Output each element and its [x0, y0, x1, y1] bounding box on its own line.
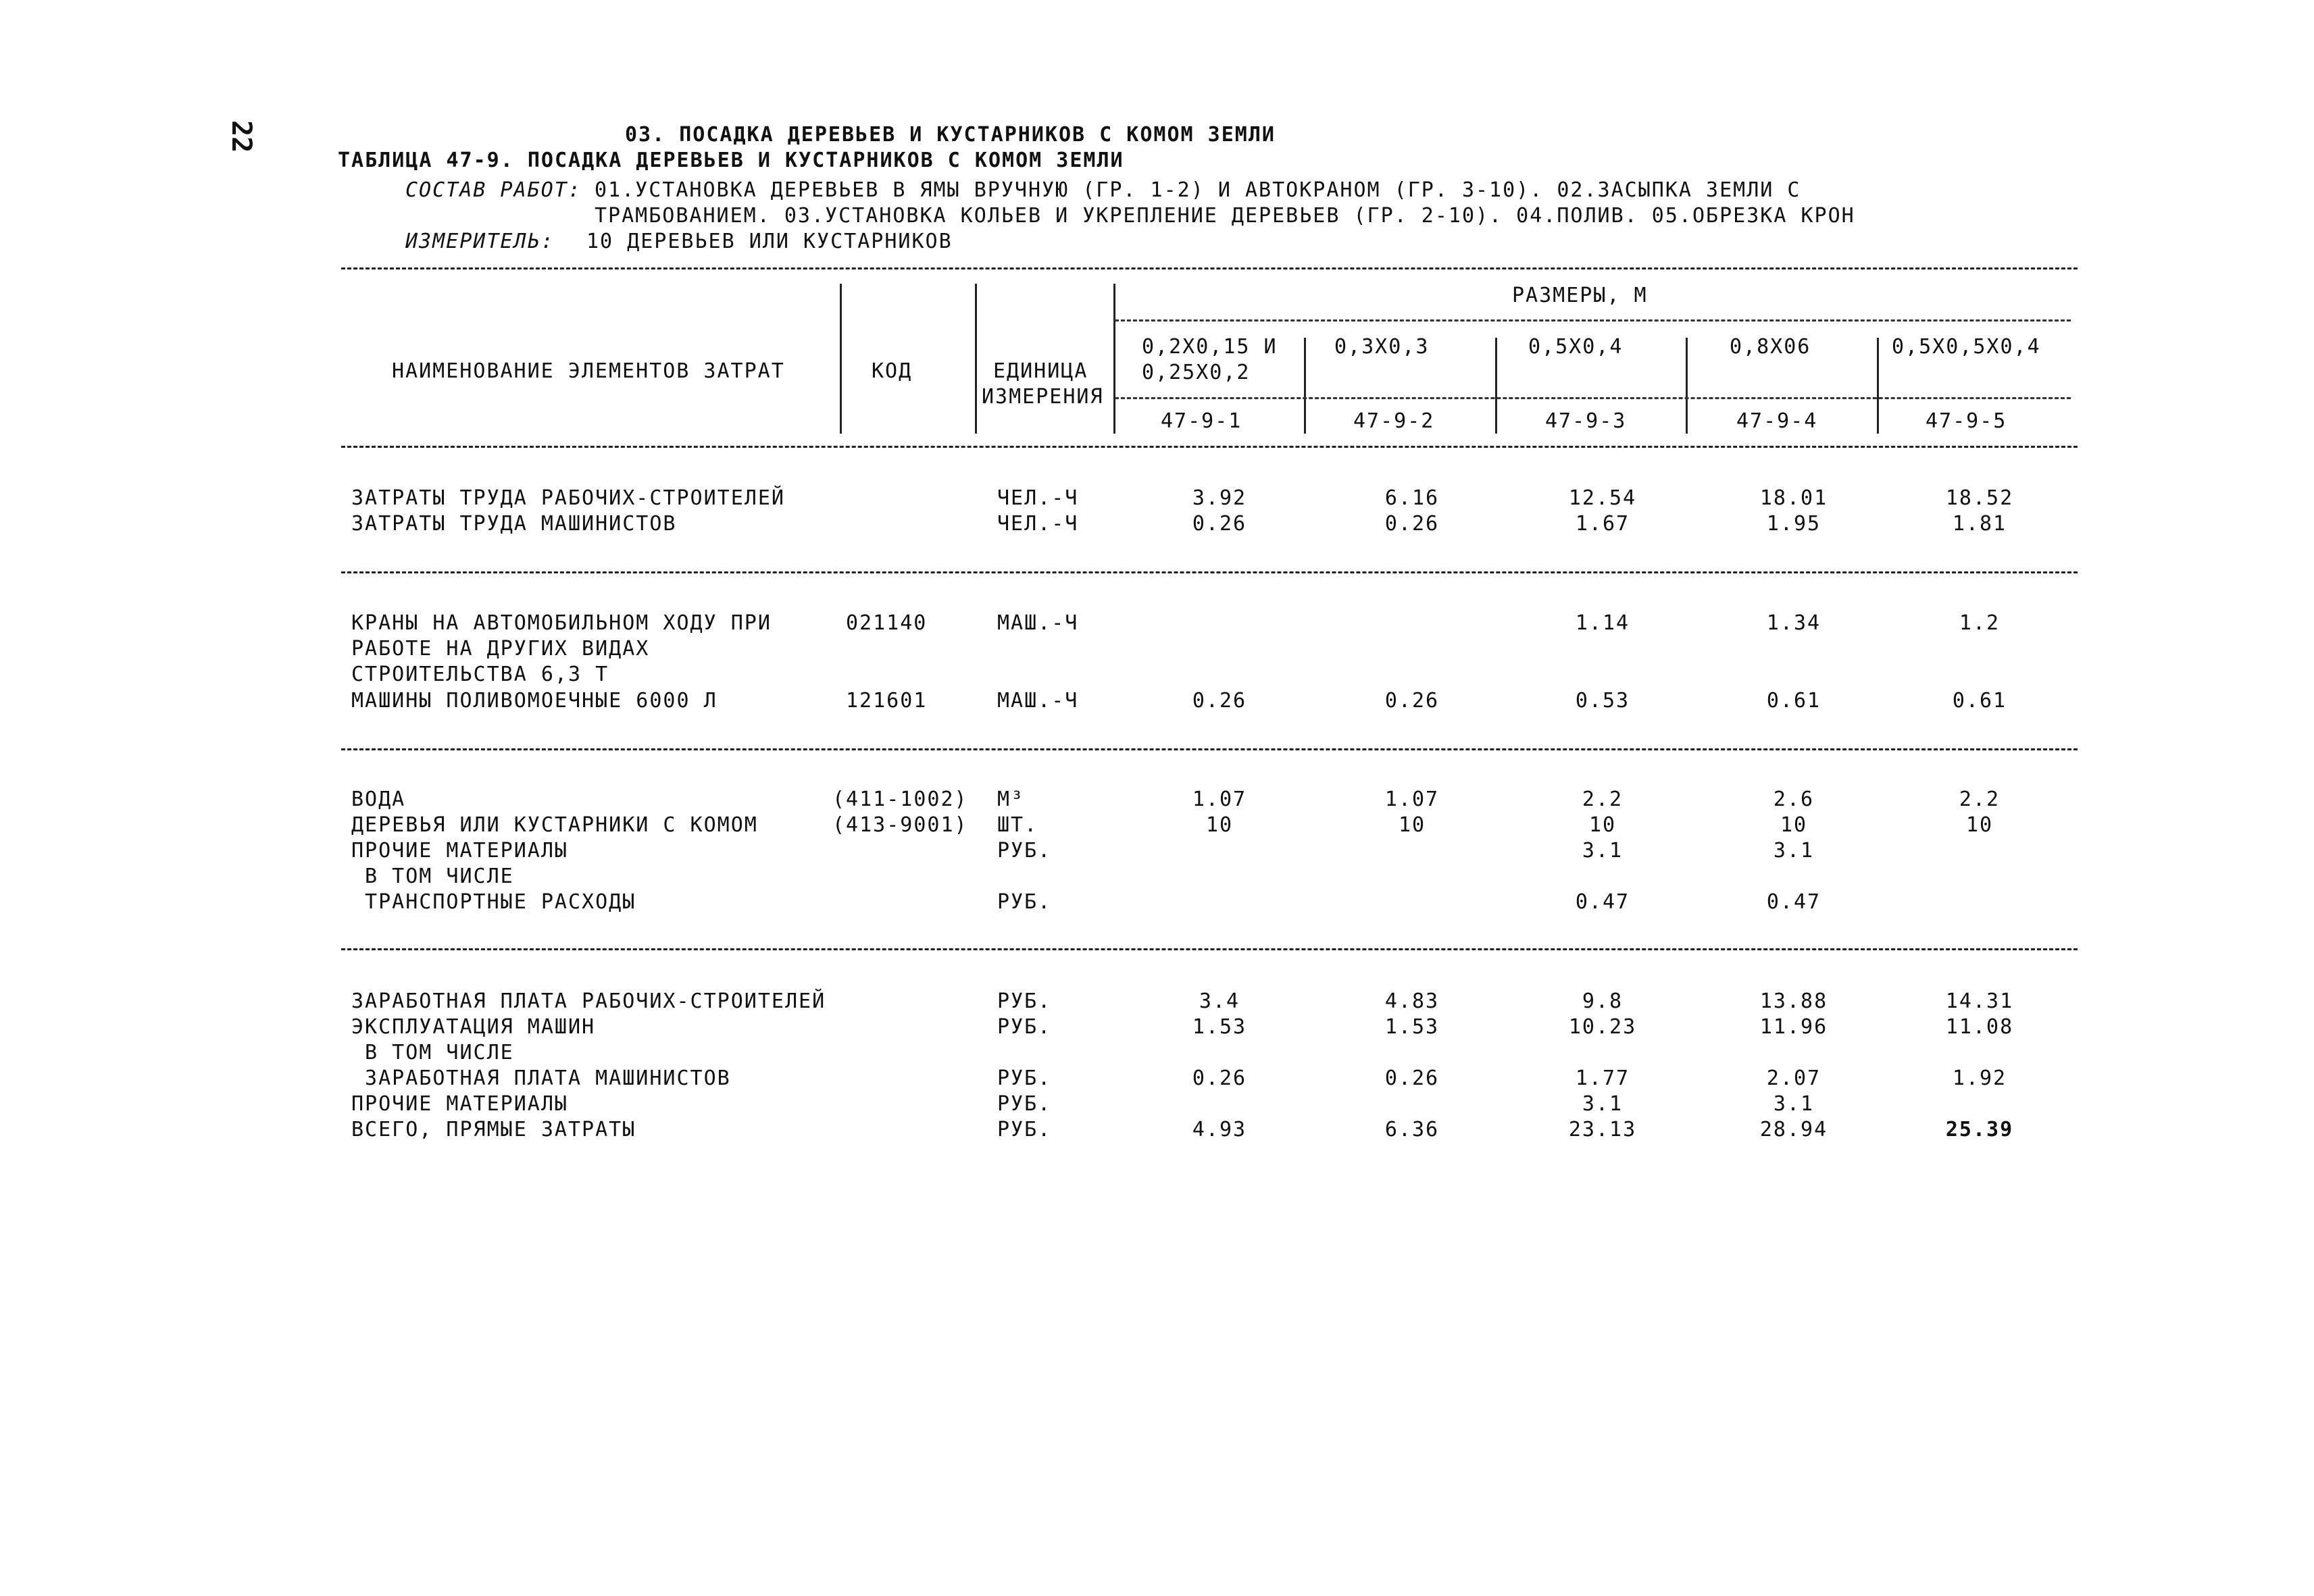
header-divider	[1304, 338, 1306, 434]
row-name: ЭКСПЛУАТАЦИЯ МАШИН	[351, 1015, 596, 1039]
table-title: ТАБЛИЦА 47-9. ПОСАДКА ДЕРЕВЬЕВ И КУСТАРНИКОВ С КОМОМ ЗЕМЛИ	[338, 149, 1124, 172]
size-col-3-code: 47-9-3	[1545, 409, 1627, 433]
row-value: 10	[1588, 813, 1617, 837]
header-divider	[975, 284, 977, 434]
row-value: 3.1	[1582, 1092, 1624, 1116]
header-divider	[1113, 284, 1115, 434]
row-value: 0.26	[1384, 1066, 1440, 1090]
measure-label: ИЗМЕРИТЕЛЬ:	[405, 230, 555, 253]
row-value: 0.61	[1952, 689, 2007, 713]
header-sizes: РАЗМЕРЫ, М	[1512, 284, 1648, 307]
row-code: (411-1002)	[832, 788, 968, 811]
row-value: 1.53	[1192, 1015, 1247, 1039]
group-rule	[341, 748, 2078, 750]
row-value: 1.14	[1575, 611, 1630, 635]
row-value: 1.77	[1575, 1066, 1630, 1090]
row-value: 1.2	[1959, 611, 2001, 635]
row-value: 14.31	[1945, 989, 2014, 1013]
size-col-2-code: 47-9-2	[1353, 409, 1435, 433]
size-col-1-line1: 0,2Х0,15 И	[1142, 335, 1278, 359]
size-col-5-line1: 0,5Х0,5Х0,4	[1892, 335, 2041, 359]
row-unit: РУБ.	[997, 1092, 1052, 1116]
row-unit: РУБ.	[997, 1015, 1052, 1039]
size-col-1-code: 47-9-1	[1161, 409, 1242, 433]
row-name: ЗАТРАТЫ ТРУДА РАБОЧИХ-СТРОИТЕЛЕЙ	[351, 486, 785, 510]
group-rule	[341, 571, 2078, 573]
row-name: ДЕРЕВЬЯ ИЛИ КУСТАРНИКИ С КОМОМ	[351, 813, 758, 837]
row-unit: МАШ.-Ч	[997, 611, 1079, 635]
row-value: 0.47	[1766, 890, 1821, 914]
size-col-2-line1: 0,3Х0,3	[1334, 335, 1430, 359]
size-col-4-line1: 0,8Х06	[1730, 335, 1811, 359]
size-col-1-line2: 0,25Х0,2	[1142, 361, 1251, 384]
row-value: 23.13	[1568, 1118, 1637, 1141]
row-value: 10	[1205, 813, 1234, 837]
work-composition-label: СОСТАВ РАБОТ:	[405, 178, 582, 202]
header-unit-line1: ЕДИНИЦА	[993, 359, 1088, 383]
row-name: ВСЕГО, ПРЯМЫЕ ЗАТРАТЫ	[351, 1118, 636, 1141]
row-name: В ТОМ ЧИСЛЕ	[351, 865, 514, 888]
row-name: ЗАРАБОТНАЯ ПЛАТА РАБОЧИХ-СТРОИТЕЛЕЙ	[351, 989, 826, 1013]
row-name: МАШИНЫ ПОЛИВОМОЕЧНЫЕ 6000 Л	[351, 689, 718, 713]
row-value: 1.92	[1952, 1066, 2007, 1090]
row-value: 25.39	[1945, 1118, 2014, 1141]
row-name: В ТОМ ЧИСЛЕ	[351, 1041, 514, 1064]
row-value: 1.07	[1192, 788, 1247, 811]
row-name: ТРАНСПОРТНЫЕ РАСХОДЫ	[351, 890, 636, 914]
header-sizes-rule	[1115, 319, 2071, 321]
row-value: 28.94	[1759, 1118, 1828, 1141]
row-value: 2.2	[1959, 788, 2001, 811]
header-unit-line2: ИЗМЕРЕНИЯ	[982, 385, 1104, 409]
row-value: 1.34	[1766, 611, 1821, 635]
row-unit: РУБ.	[997, 1118, 1052, 1141]
row-name: КРАНЫ НА АВТОМОБИЛЬНОМ ХОДУ ПРИ	[351, 611, 772, 635]
row-value: 0.61	[1766, 689, 1821, 713]
row-value: 6.36	[1384, 1118, 1440, 1141]
row-value: 10.23	[1568, 1015, 1637, 1039]
row-value: 0.26	[1384, 512, 1440, 536]
row-value: 11.96	[1759, 1015, 1828, 1039]
measure-value: 10 ДЕРЕВЬЕВ ИЛИ КУСТАРНИКОВ	[586, 230, 953, 253]
row-value: 0.26	[1384, 689, 1440, 713]
header-top-rule	[341, 267, 2078, 269]
page-number: 22	[226, 120, 257, 153]
row-value: 2.07	[1766, 1066, 1821, 1090]
header-divider	[1877, 338, 1879, 434]
work-composition-line2: ТРАМБОВАНИЕМ. 03.УСТАНОВКА КОЛЬЕВ И УКРЕПЛЕНИЕ ДЕРЕВЬЕВ (ГР. 2-10). 04.ПОЛИВ. 05.ОБРЕЗКА КРОН	[595, 204, 1855, 228]
row-value: 3.1	[1773, 1092, 1815, 1116]
row-value: 1.53	[1384, 1015, 1440, 1039]
row-value: 2.6	[1773, 788, 1815, 811]
row-value: 0.53	[1575, 689, 1630, 713]
group-rule	[341, 948, 2078, 950]
row-code: (413-9001)	[832, 813, 968, 837]
row-value: 3.1	[1773, 839, 1815, 863]
row-unit: РУБ.	[997, 890, 1052, 914]
row-value: 13.88	[1759, 989, 1828, 1013]
row-value: 3.1	[1582, 839, 1624, 863]
row-name: РАБОТЕ НА ДРУГИХ ВИДАХ	[351, 637, 650, 661]
row-value: 4.83	[1384, 989, 1440, 1013]
header-divider	[1495, 338, 1497, 434]
work-composition-line1: 01.УСТАНОВКА ДЕРЕВЬЕВ В ЯМЫ ВРУЧНУЮ (ГР. 1-2) И АВТОКРАНОМ (ГР. 3-10). 02.ЗАСЫПКА ЗЕМЛИ С	[595, 178, 1801, 202]
row-name: ЗАТРАТЫ ТРУДА МАШИНИСТОВ	[351, 512, 677, 536]
header-codes-rule	[1115, 397, 2071, 399]
row-value: 10	[1398, 813, 1426, 837]
row-name: ВОДА	[351, 788, 406, 811]
row-unit: РУБ.	[997, 989, 1052, 1013]
row-name: ПРОЧИЕ МАТЕРИАЛЫ	[351, 1092, 568, 1116]
row-value: 2.2	[1582, 788, 1624, 811]
header-divider	[1686, 338, 1688, 434]
row-value: 10	[1780, 813, 1808, 837]
row-value: 4.93	[1192, 1118, 1247, 1141]
row-unit: РУБ.	[997, 839, 1052, 863]
row-unit: ЧЕЛ.-Ч	[997, 512, 1079, 536]
row-code: 021140	[846, 611, 928, 635]
header-bottom-rule	[341, 446, 2078, 448]
size-col-4-code: 47-9-4	[1736, 409, 1818, 433]
row-unit: М³	[997, 788, 1025, 811]
row-value: 10	[1965, 813, 1994, 837]
row-value: 11.08	[1945, 1015, 2014, 1039]
row-value: 0.26	[1192, 1066, 1247, 1090]
row-name: ЗАРАБОТНАЯ ПЛАТА МАШИНИСТОВ	[351, 1066, 731, 1090]
size-col-3-line1: 0,5Х0,4	[1528, 335, 1624, 359]
header-name: НАИМЕНОВАНИЕ ЭЛЕМЕНТОВ ЗАТРАТ	[392, 359, 785, 383]
size-col-5-code: 47-9-5	[1926, 409, 2007, 433]
row-value: 9.8	[1582, 989, 1624, 1013]
row-value: 0.26	[1192, 512, 1247, 536]
row-value: 1.95	[1766, 512, 1821, 536]
header-code: КОД	[872, 359, 913, 383]
row-value: 18.01	[1759, 486, 1828, 510]
row-unit: РУБ.	[997, 1066, 1052, 1090]
row-unit: МАШ.-Ч	[997, 689, 1079, 713]
row-value: 1.07	[1384, 788, 1440, 811]
row-value: 12.54	[1568, 486, 1637, 510]
row-name: ПРОЧИЕ МАТЕРИАЛЫ	[351, 839, 568, 863]
row-code: 121601	[846, 689, 928, 713]
row-value: 1.67	[1575, 512, 1630, 536]
row-unit: ЧЕЛ.-Ч	[997, 486, 1079, 510]
row-name: СТРОИТЕЛЬСТВА 6,3 Т	[351, 663, 609, 686]
row-value: 3.92	[1192, 486, 1247, 510]
row-value: 6.16	[1384, 486, 1440, 510]
row-value: 0.47	[1575, 890, 1630, 914]
section-title: 03. ПОСАДКА ДЕРЕВЬЕВ И КУСТАРНИКОВ С КОМОМ ЗЕМЛИ	[625, 123, 1276, 147]
row-value: 18.52	[1945, 486, 2014, 510]
row-value: 0.26	[1192, 689, 1247, 713]
row-value: 3.4	[1199, 989, 1240, 1013]
row-value: 1.81	[1952, 512, 2007, 536]
header-divider	[840, 284, 842, 434]
row-unit: ШТ.	[997, 813, 1038, 837]
